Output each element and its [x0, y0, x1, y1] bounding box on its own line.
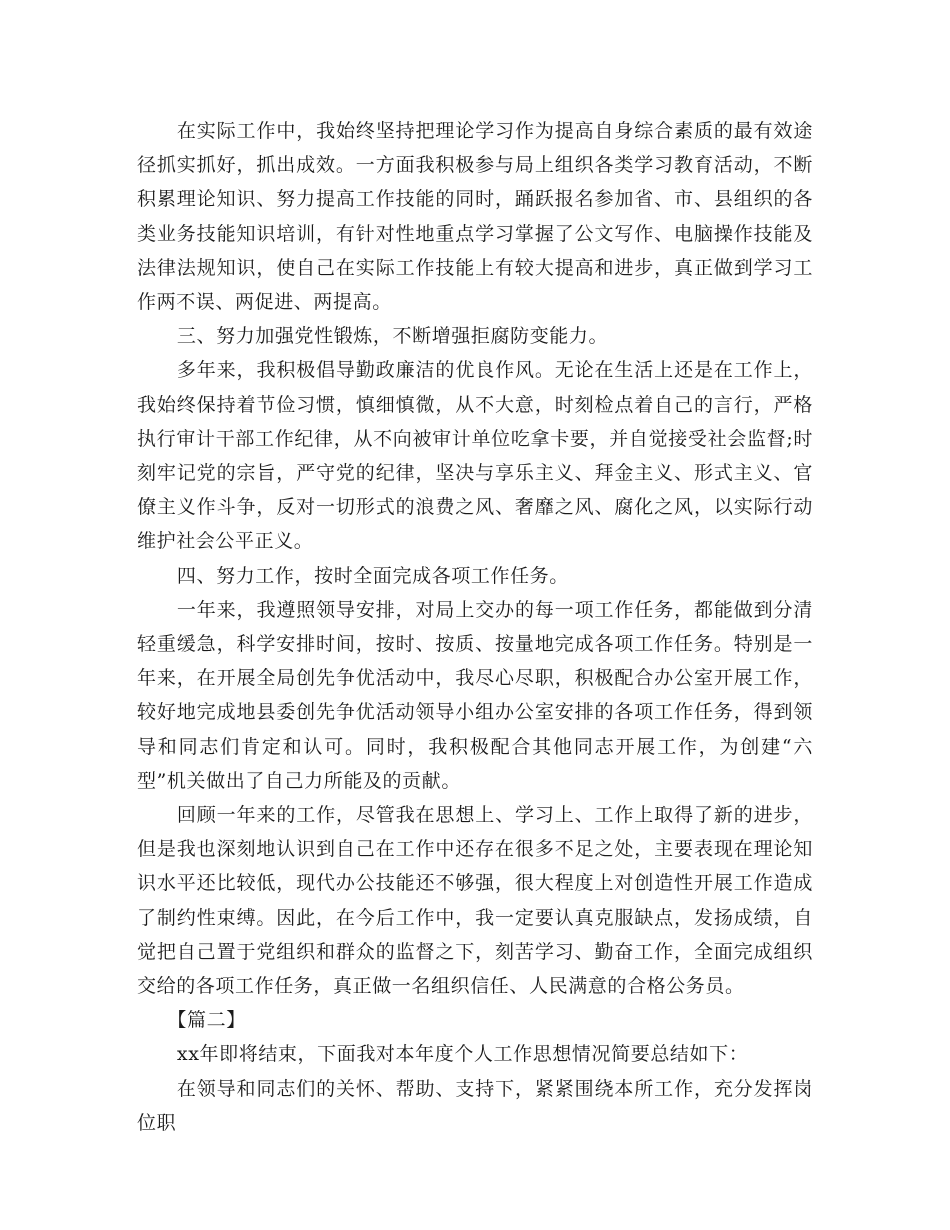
paragraph-theory-study: 在实际工作中，我始终坚持把理论学习作为提高自身综合素质的最有效途径抓实抓好，抓出成效。一方面我积极参与局上组织各类学习教育活动，不断积累理论知识、努力提高工作技能的同时，踊跃报名参加省、市、县组织的各类业务技能知识培训，有针对性地重点学习掌握了公文写作、电脑操作技能及法律法规知识，使自己在实际工作技能上有较大提高和进步，真正做到学习工作两不误、两促进、两提高。	[137, 120, 813, 314]
paragraph-leadership-support: 在领导和同志们的关怀、帮助、支持下，紧紧围绕本所工作，充分发挥岗位职	[137, 1077, 813, 1134]
section-heading-complete-tasks: 四、努力工作，按时全面完成各项工作任务。	[176, 564, 569, 587]
section-heading-party-discipline: 三、努力加强党性锻炼，不断增强拒腐防变能力。	[176, 325, 609, 348]
paragraph-integrity: 多年来，我积极倡导勤政廉洁的优良作风。无论在生活上还是在工作上，我始终保持着节俭习惯，慎细慎微，从不大意，时刻检点着自己的言行，严格执行审计干部工作纪律，从不向被审计单位吃拿卡要，并自觉接受社会监督;时刻牢记党的宗旨，严守党的纪律，坚决与享乐主义、拜金主义、形式主义、官僚主义作斗争，反对一切形式的浪费之风、奢靡之风、腐化之风，以实际行动维护社会公平正义。	[137, 359, 813, 553]
part-two-marker: 【篇二】	[167, 1009, 246, 1032]
paragraph-review: 回顾一年来的工作，尽管我在思想上、学习上、工作上取得了新的进步，但是我也深刻地认识到自己在工作中还存在很多不足之处，主要表现在理论知识水平还比较低，现代办公技能还不够强，很大程度上对创造性开展工作造成了制约性束缚。因此，在今后工作中，我一定要认真克服缺点，发扬成绩，自觉把自己置于党组织和群众的监督之下，刻苦学习、勤奋工作，全面完成组织交给的各项工作任务，真正做一名组织信任、人民满意的合格公务员。	[137, 804, 813, 998]
paragraph-year-end-intro: xx年即将结束，下面我对本年度个人工作思想情况简要总结如下：	[176, 1043, 749, 1066]
document-body	[137, 114, 813, 1140]
paragraph-task-completion: 一年来，我遵照领导安排，对局上交办的每一项工作任务，都能做到分清轻重缓急，科学安排时间，按时、按质、按量地完成各项工作任务。特别是一年来，在开展全局创先争优活动中，我尽心尽职，积极配合办公室开展工作，较好地完成地县委创先争优活动领导小组办公室安排的各项工作任务，得到领导和同志们肯定和认可。同时，我积极配合其他同志开展工作，为创建“六型”机关做出了自己力所能及的贡献。	[137, 598, 813, 792]
